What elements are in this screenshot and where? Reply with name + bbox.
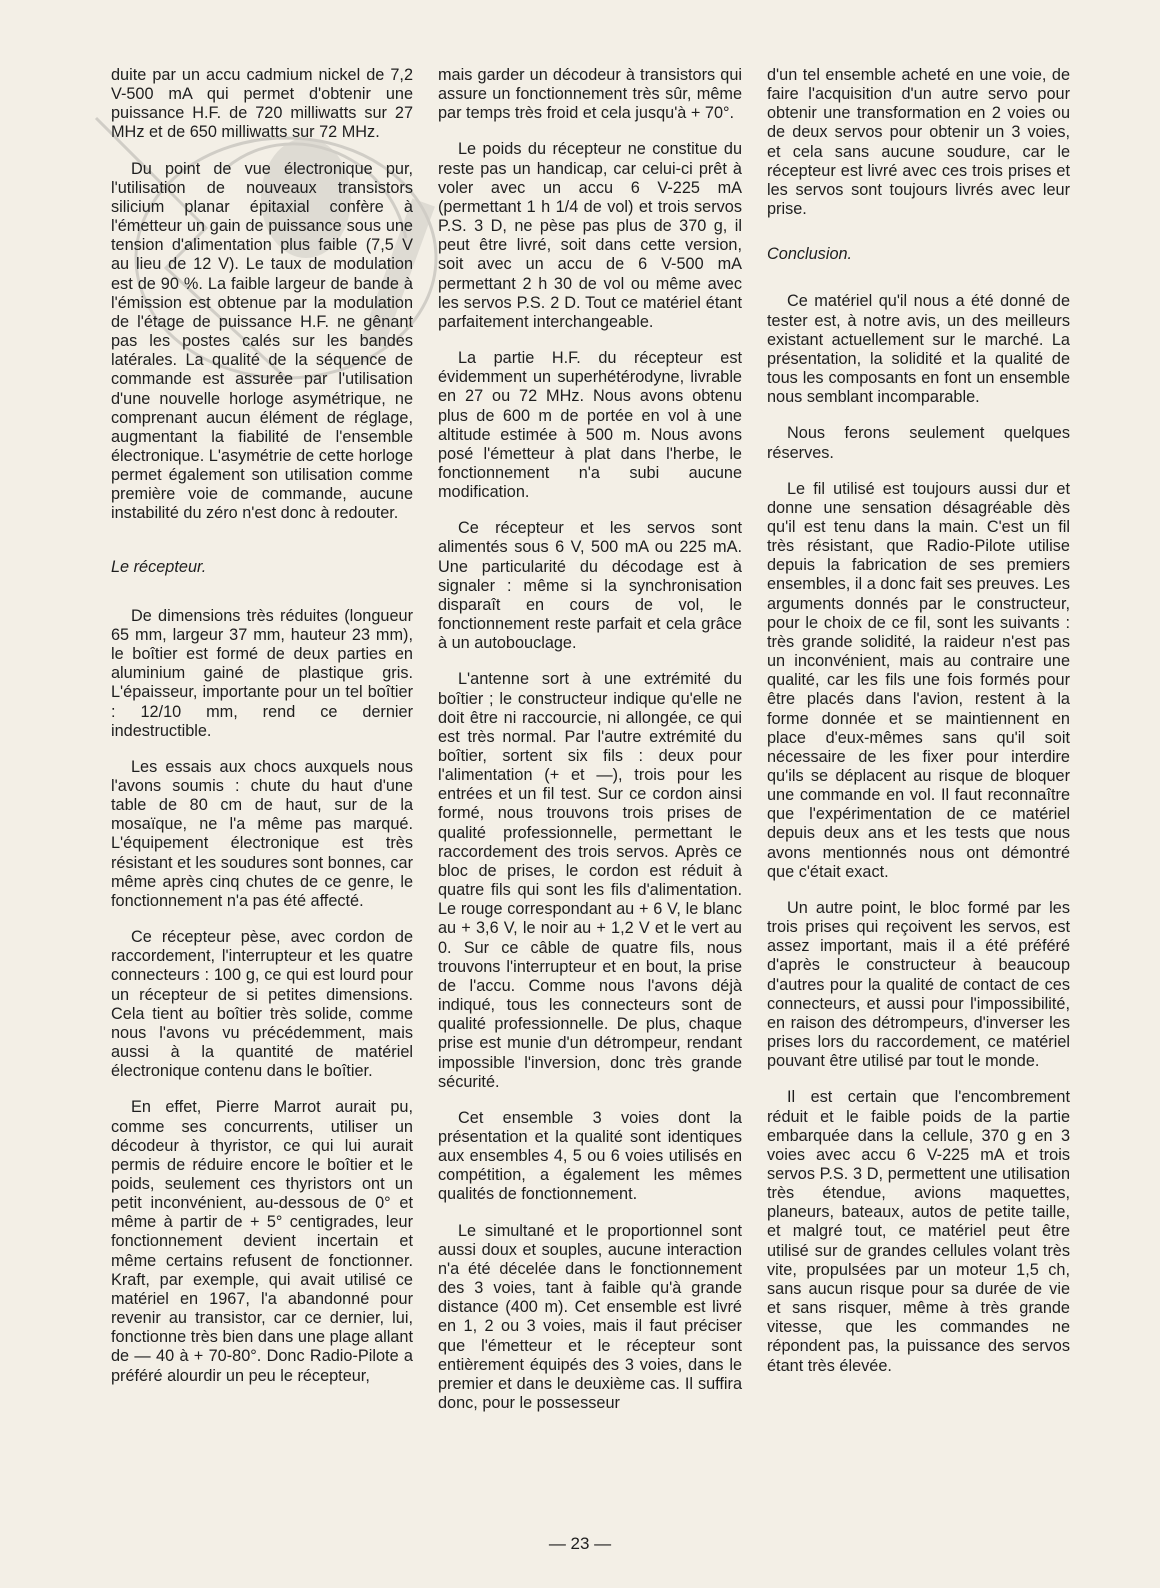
paragraph: Un autre point, le bloc formé par les trois prises qui reçoivent les servos, est assez important, mais il a été préféré d'après le constructeur à beaucoup d'autres pour la qualité de contact de ces connecteurs, et aussi pour l'impossibilité, en raison des détrompeurs, d'inverser les prises lors du raccordement, ce matériel pouvant être utilisé par tout le monde.: [767, 898, 1070, 1071]
paragraph: Il est certain que l'encombrement réduit et le faible poids de la partie embarquée dans la cellule, 370 g en 3 voies avec accu 6 V-225 mA et trois servos P.S. 3 D, permettent une utilisation très étendue, avions maquettes, planeurs, bateaux, autos de petite taille, et malgré tout, ce matériel peut être utilisé sur de grandes cellules volant très vite, propulsées par un moteur 1,5 ch, sans aucun risque pour sa durée de vie et sans risquer, même à très grande vitesse, que les commandes ne répondent pas, la puissance des servos étant très élevée.: [767, 1088, 1070, 1375]
paragraph: Ce récepteur et les servos sont alimentés sous 6 V, 500 mA ou 225 mA. Une particularité du décodage est à signaler : même si la synchronisation disparaît en cours de vol, le fonctionnement reste parfait et cela grâce à un autobouclage.: [438, 519, 742, 653]
paragraph: mais garder un décodeur à transistors qui assure un fonctionnement très sûr, même par temps très froid et cela jusqu'à + 70°.: [438, 66, 742, 123]
paragraph: Du point de vue électronique pur, l'utilisation de nouveaux transistors silicium planar épitaxial confère à l'émetteur un gain de puissance sous une tension d'alimentation plus faible (7,5 V au lieu de 12 V). Le taux de modulation est de 90 %. La faible largeur de bande à l'émission est obtenue par la modulation de l'étage de puissance H.F. ne gênant pas les postes calés sur les bandes latérales. La qualité de la séquence de commande est assurée par l'utilisation d'une nouvelle horloge asymétrique, ne comprenant aucun élément de réglage, augmentant la fiabilité de l'ensemble électronique. L'asymétrie de cette horloge permet également son utilisation comme première voie de commande, aucune instabilité du zéro n'est donc à redouter.: [111, 159, 413, 523]
paragraph: La partie H.F. du récepteur est évidemment un superhétérodyne, livrable en 27 ou 72 MHz. Nous avons obtenu plus de 600 m de portée en vol à une altitude estimée à 500 m. Nous avons posé l'émetteur à plat dans l'herbe, le fonctionnement n'a subi aucune modification.: [438, 349, 742, 502]
paragraph: Nous ferons seulement quelques réserves.: [767, 424, 1070, 462]
text-column-left: [111, 66, 413, 1403]
paragraph: Ce matériel qu'il nous a été donné de tester est, à notre avis, un des meilleurs existant actuellement sur le marché. La présentation, la solidité et la qualité de tous les composants en font un ensemble nous semblant incomparable.: [767, 292, 1070, 407]
paragraph: De dimensions très réduites (longueur 65 mm, largeur 37 mm, hauteur 23 mm), le boîtier est formé de deux parties en aluminium gainé de plastique gris. L'épaisseur, importante pour un tel boîtier : 12/10 mm, rend ce dernier indestructible.: [111, 606, 413, 740]
paragraph: d'un tel ensemble acheté en une voie, de faire l'acquisition d'un autre servo pour obtenir une transformation en 2 voies ou de deux servos pour obtenir un 3 voies, et cela sans aucune soudure, car le récepteur est livré avec ces trois prises et les servos sont toujours livrés avec leur prise.: [767, 66, 1070, 219]
section-heading-conclusion: Conclusion.: [767, 245, 853, 264]
paragraph: L'antenne sort à une extrémité du boîtier ; le constructeur indique qu'elle ne doit être ni raccourcie, ni allongée, ce qui est très normal. Par l'autre extrémité du boîtier, sortent six fils : deux pour l'alimentation (+ et —), trois pour les entrées et un fil test. Sur ce cordon ainsi formé, nous trouvons trois prises de qualité professionnelle, permettant le raccordement des trois servos. Après ce bloc de prises, le cordon est réduit à quatre fils qui sont les fils d'alimentation. Le rouge correspondant au + 6 V, le blanc au + 3,6 V, le noir au + 1,2 V et le vert au 0. Sur ce câble de quatre fils, nous trouvons l'interrupteur et en bout, la prise de l'accu. Comme nous l'avons déjà indiqué, tous les connecteurs sont de qualité professionnelle. De plus, chaque prise est munie d'un détrompeur, rendant impossible l'inversion, donc très grande sécurité.: [438, 670, 742, 1091]
paragraph: Le poids du récepteur ne constitue du reste pas un handicap, car celui-ci prêt à voler avec un accu 6 V-225 mA (permettant 1 h 1/4 de vol) et trois servos P.S. 3 D, ne pèse pas plus de 370 g, il peut être livré, soit dans cette version, soit avec un accu de 6 V-500 mA permettant 2 h 30 de vol ou même avec les servos P.S. 2 D. Tout ce matériel étant parfaitement interchangeable.: [438, 140, 742, 331]
text-column-right: [767, 66, 1070, 1393]
page-number: — 23 —: [548, 1534, 612, 1553]
paragraph: Cet ensemble 3 voies dont la présentation et la qualité sont identiques aux ensembles 4, 5 ou 6 voies utilisés en compétition, a également les mêmes qualités de fonctionnement.: [438, 1108, 742, 1204]
paragraph: Le simultané et le proportionnel sont aussi doux et souples, aucune interaction n'a été décelée dans le fonctionnement des 3 voies, tant à faible qu'à grande distance (400 m). Cet ensemble est livré en 1, 2 ou 3 voies, mais il faut préciser que l'émetteur et le récepteur sont entièrement équipés des 3 voies, dans le premier et dans le deuxième cas. Il suffira donc, pour le possesseur: [438, 1221, 742, 1412]
section-heading-recepteur: Le récepteur.: [111, 557, 207, 576]
paragraph: Les essais aux chocs auxquels nous l'avons soumis : chute du haut d'une table de 80 cm de haut, sur de la mosaïque, ne l'a même pas marqué. L'équipement électronique est très résistant et les soudures sont bonnes, car même après cinq chutes de ce genre, le fonctionnement n'a pas été affecté.: [111, 757, 413, 910]
paragraph: Ce récepteur pèse, avec cordon de raccordement, l'interrupteur et les quatre connecteurs : 100 g, ce qui est lourd pour un récepteur de si petites dimensions. Cela tient au boîtier très solide, comme nous l'avons vu précédemment, mais aussi à la quantité de matériel électronique contenu dans le boîtier.: [111, 928, 413, 1081]
paragraph: Le fil utilisé est toujours aussi dur et donne une sensation désagréable dès qu'il est tenu dans la main. C'est un fil très résistant, que Radio-Pilote utilise depuis la fabrication de ses premiers ensembles, il a donc fait ses preuves. Les arguments donnés par le constructeur, pour le choix de ce fil, sont les suivants : très grande solidité, la raideur n'est pas un inconvénient, mais au contraire une qualité, car les fils une fois formés pour être placés dans l'avion, restent à la forme donnée et se maintiennent en place d'eux-mêmes sans qu'il soit nécessaire de les fixer pour interdire qu'ils se déplacent au risque de bloquer une commande en vol. Il faut reconnaître que l'expérimentation de ce matériel depuis deux ans et les tests que nous avons mentionnés nous ont démontré que c'était exact.: [767, 479, 1070, 881]
paragraph: En effet, Pierre Marrot aurait pu, comme ses concurrents, utiliser un décodeur à thyristor, ce qui lui aurait permis de réduire encore le boîtier et le poids, seulement ces thyristors ont un petit inconvénient, au-dessous de 0° et même à partir de + 5° centigrades, leur fonctionnement devient incertain et même certains refusent de fonctionner. Kraft, par exemple, qui avait utilisé ce matériel en 1967, l'a abandonné pour revenir au transistor, car ce dernier, lui, fonctionne très bien dans une plage allant de — 40 à + 70-80°. Donc Radio-Pilote a préféré alourdir un peu le récepteur,: [111, 1098, 413, 1385]
paragraph: duite par un accu cadmium nickel de 7,2 V-500 mA qui permet d'obtenir une puissance H.F. de 720 milliwatts sur 27 MHz et de 650 milliwatts sur 72 MHz.: [111, 66, 413, 142]
text-column-middle: [438, 66, 742, 1430]
